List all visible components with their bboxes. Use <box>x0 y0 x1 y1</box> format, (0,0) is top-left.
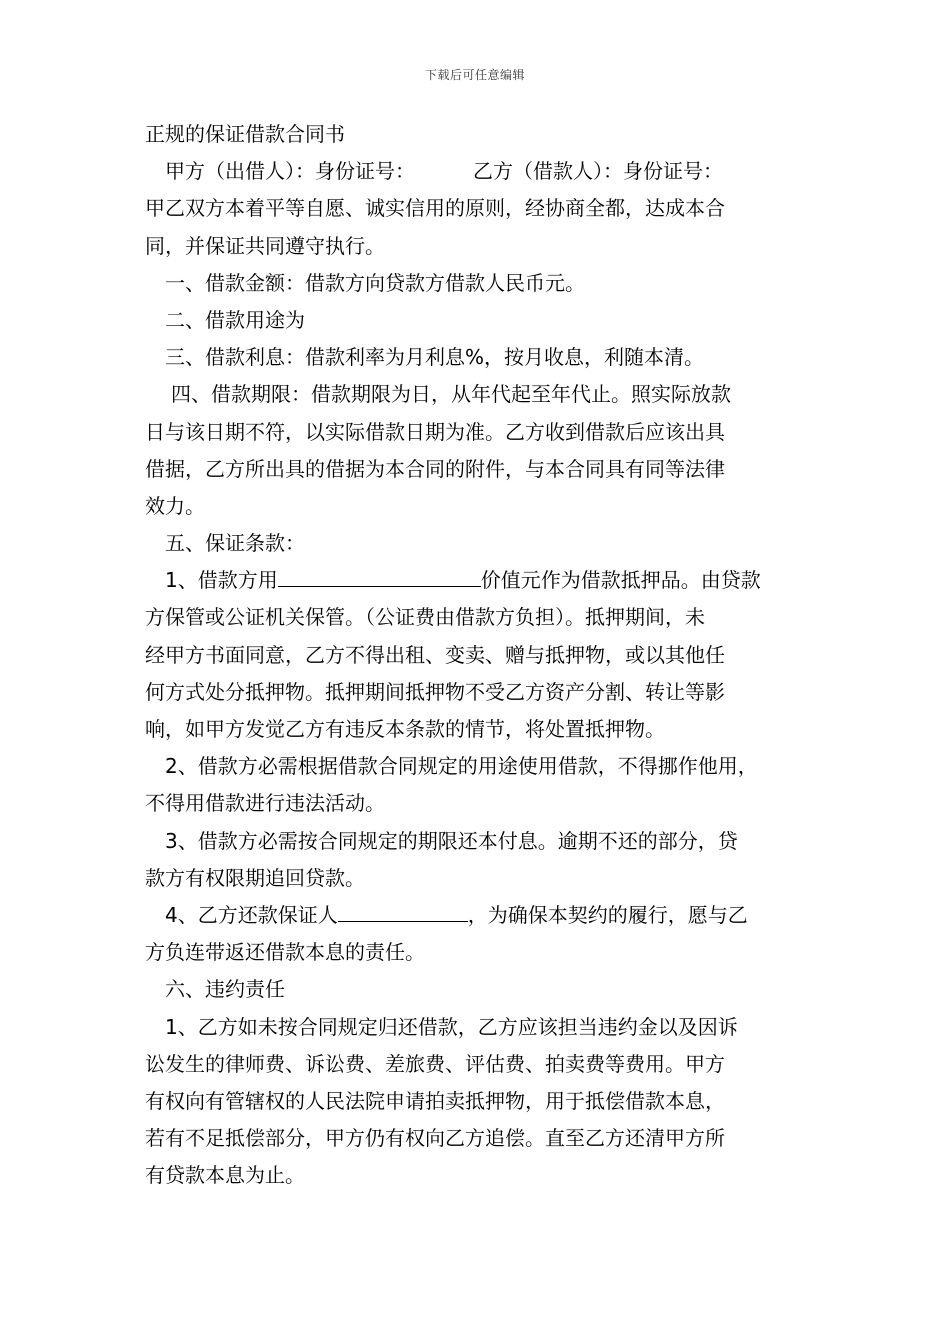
paragraph-line: 何方式处分抵押物。抵押期间抵押物不受乙方资产分割、转让等影 <box>145 679 725 704</box>
party-a-label: 甲方（出借人）：身份证号： <box>165 159 415 184</box>
clause-usage: 2、借款方必需根据借款合同规定的用途使用借款，不得挪作他用， <box>165 754 758 779</box>
page-header-note: 下载后可任意编辑 <box>424 68 525 82</box>
clause-text: ，为确保本契约的履行，愿与乙 <box>467 902 748 927</box>
paragraph-line: 有权向有管辖权的人民法院申请拍卖抵押物，用于抵偿借款本息， <box>145 1088 725 1113</box>
parties-line <box>145 153 825 190</box>
guarantor-blank-field <box>338 899 468 922</box>
collateral-blank-field <box>278 564 481 587</box>
section-loan-amount: 一、借款金额：借款方向贷款方借款人民币元。 <box>165 270 585 295</box>
paragraph-line: 有贷款本息为止。 <box>145 1163 305 1188</box>
paragraph-line: 方保管或公证机关保管。（公证费由借款方负担）。抵押期间，未 <box>145 605 705 630</box>
paragraph-line: 讼发生的律师费、诉讼费、差旅费、评估费、拍卖费等费用。甲方 <box>145 1051 725 1076</box>
intro-line: 同，并保证共同遵守执行。 <box>145 233 385 258</box>
paragraph-line: 效力。 <box>145 493 205 518</box>
clause-breach: 1、乙方如未按合同规定归还借款，乙方应该担当违约金以及因诉 <box>165 1014 738 1039</box>
clause-collateral <box>145 562 825 599</box>
paragraph-line: 经甲方书面同意，乙方不得出租、变卖、赠与抵押物，或以其他任 <box>145 642 725 667</box>
document-body <box>145 116 825 1194</box>
paragraph-line: 不得用借款进行违法活动。 <box>145 791 385 816</box>
section-breach-liability: 六、违约责任 <box>165 977 285 1002</box>
paragraph-line: 方负连带返还借款本息的责任。 <box>145 940 425 965</box>
clause-text: 4、乙方还款保证人 <box>165 902 338 927</box>
clause-text: 1、借款方用 <box>165 568 278 593</box>
clause-guarantor <box>145 897 825 934</box>
paragraph-line: 若有不足抵偿部分，甲方仍有权向乙方追偿。直至乙方还清甲方所 <box>145 1126 725 1151</box>
paragraph-line: 响，如甲方发觉乙方有违反本条款的情节，将处置抵押物。 <box>145 717 665 741</box>
clause-text: 价值元作为借款抵押品。由贷款 <box>480 568 761 593</box>
paragraph-line: 款方有权限期追回贷款。 <box>145 865 365 890</box>
section-loan-interest: 三、借款利息：借款利率为月利息%，按月收息，利随本清。 <box>165 345 705 370</box>
intro-line: 甲乙双方本着平等自愿、诚实信用的原则，经协商全都，达成本合 <box>145 196 725 221</box>
document-title: 正规的保证借款合同书 <box>145 122 345 146</box>
clause-repayment: 3、借款方必需按合同规定的期限还本付息。逾期不还的部分，贷 <box>165 828 738 853</box>
section-loan-purpose: 二、借款用途为 <box>165 307 305 332</box>
party-b-label: 乙方（借款人）：身份证号： <box>473 159 723 184</box>
paragraph-line: 借据，乙方所出具的借据为本合同的附件，与本合同具有同等法律 <box>145 456 725 481</box>
paragraph-line: 日与该日期不符，以实际借款日期为准。乙方收到借款后应该出具 <box>145 419 725 444</box>
section-guarantee-clauses: 五、保证条款： <box>165 531 305 556</box>
section-loan-term: 四、借款期限：借款期限为日，从年代起至年代止。照实际放款 <box>171 382 731 407</box>
